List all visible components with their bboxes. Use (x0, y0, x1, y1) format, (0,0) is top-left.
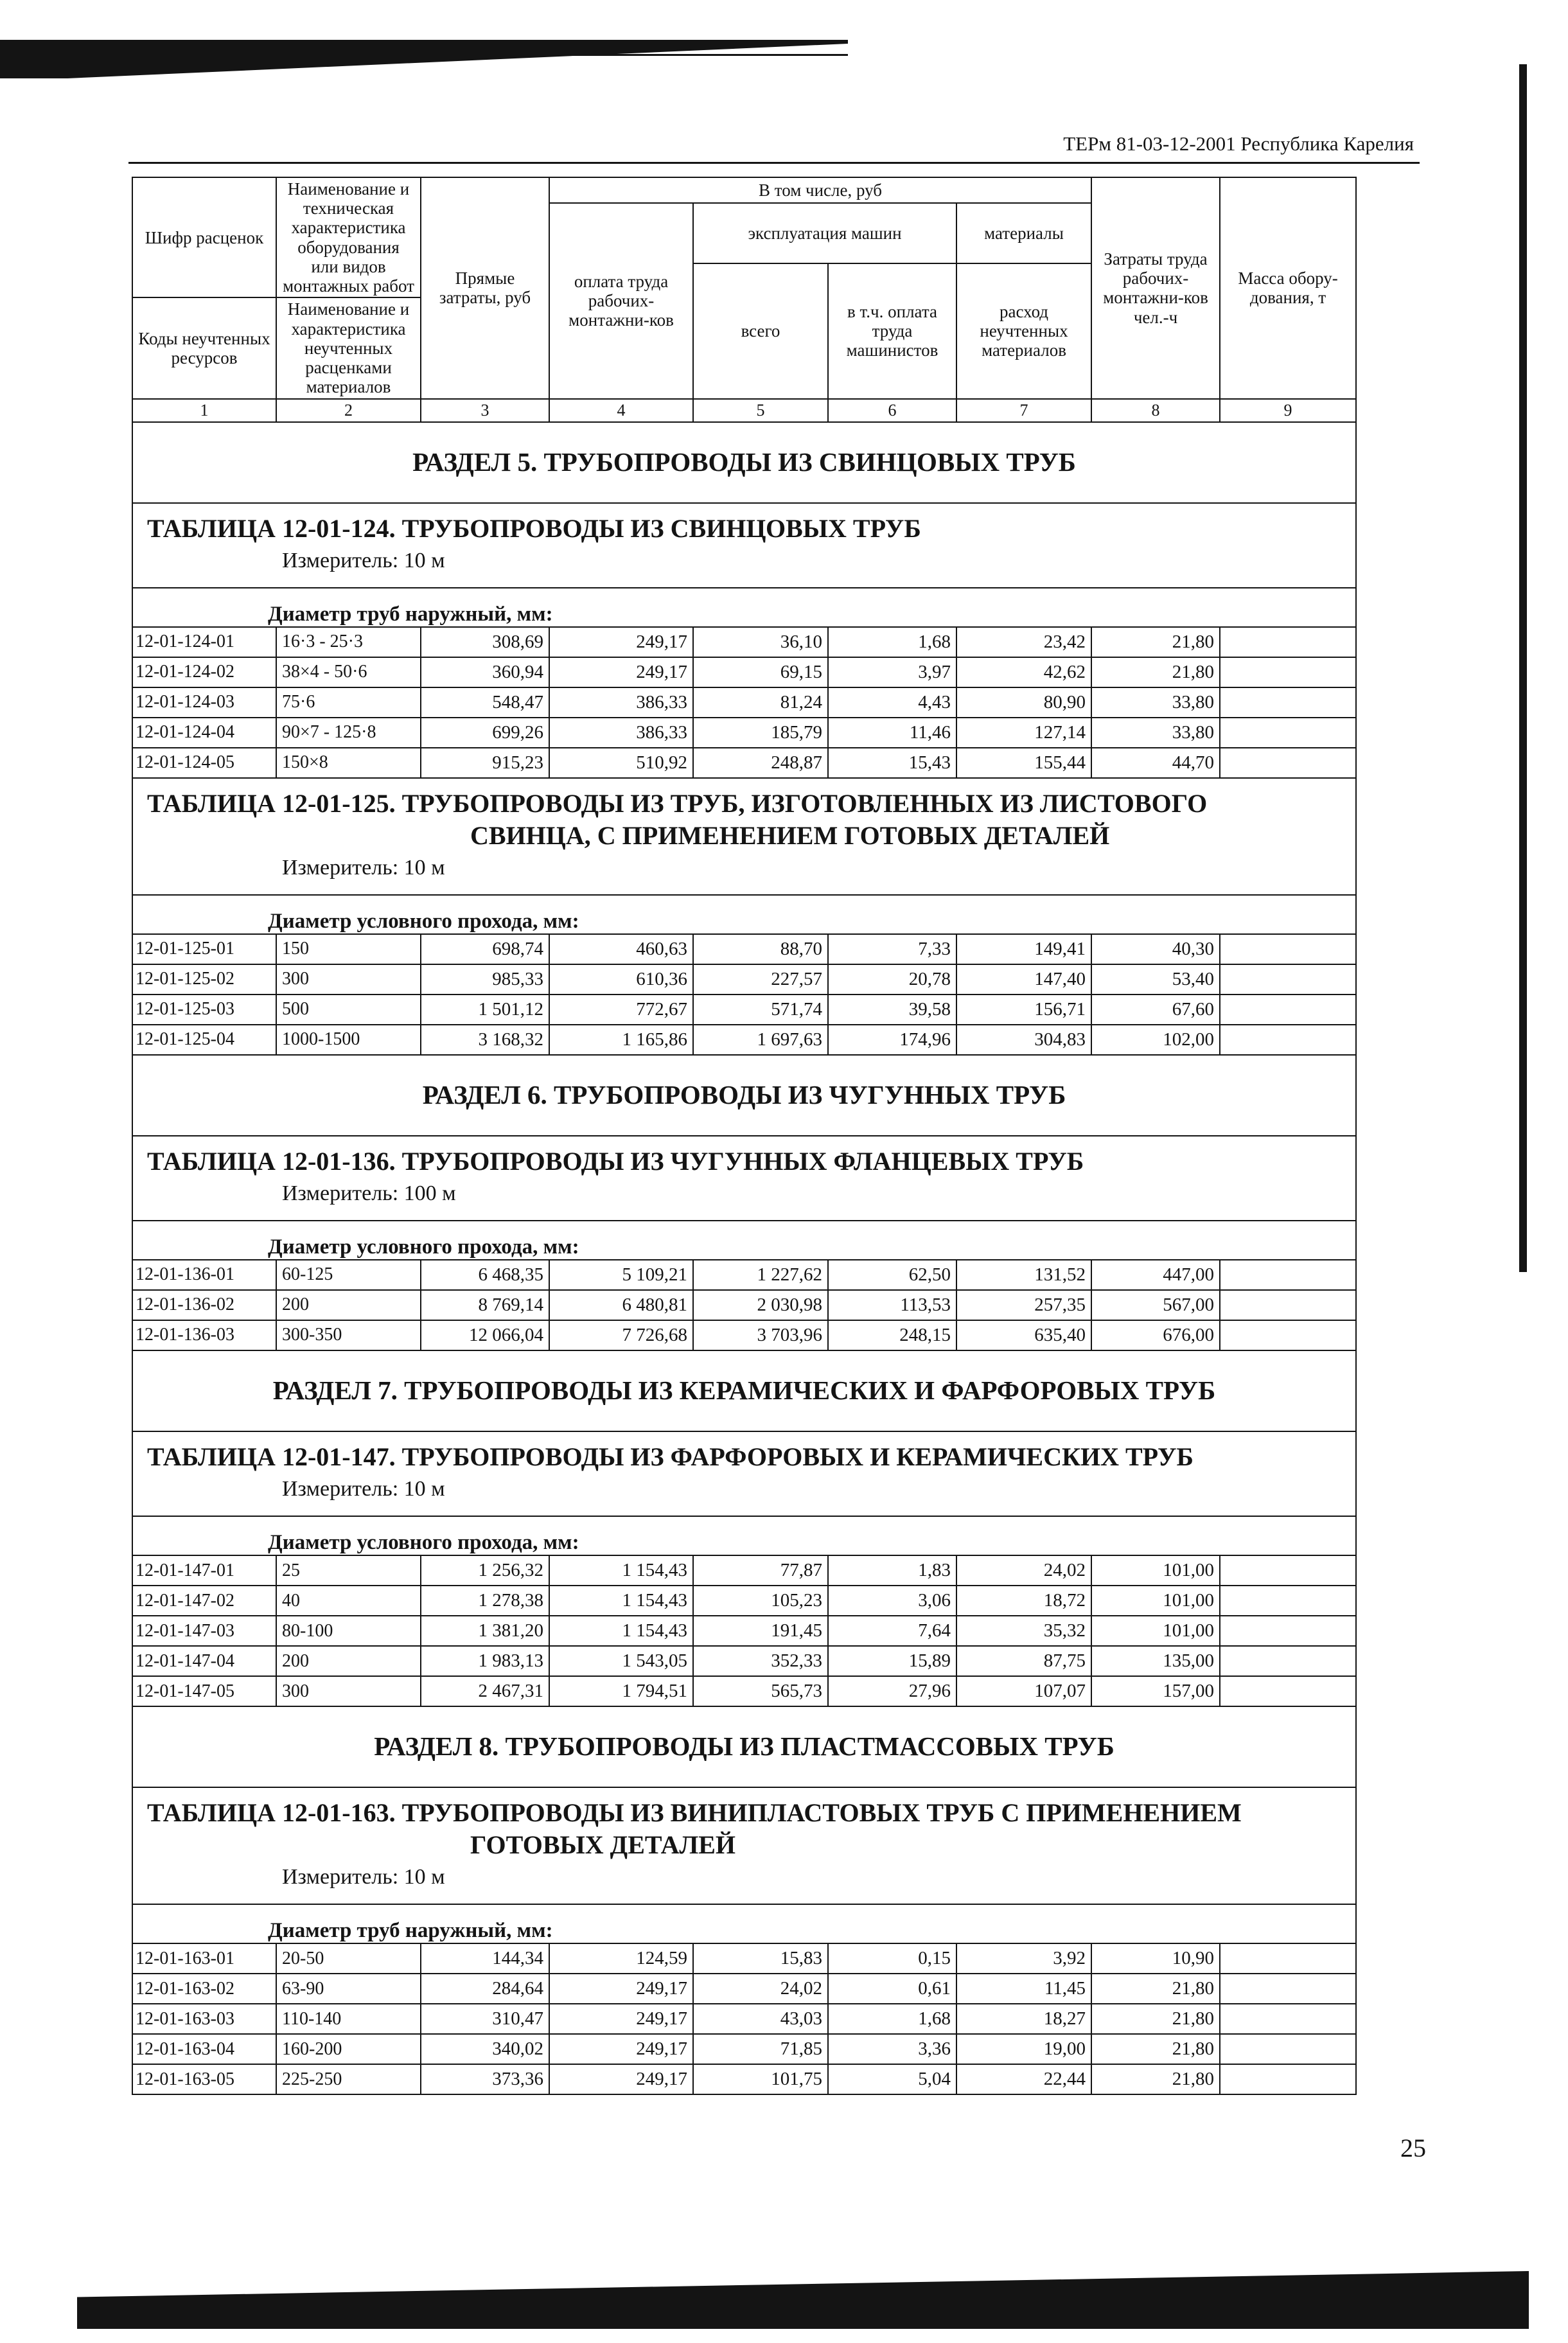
materials-use: 3,92 (956, 1943, 1091, 1974)
labor-hours: 44,70 (1091, 748, 1220, 778)
direct-costs: 12 066,04 (421, 1320, 549, 1350)
description: 200 (276, 1290, 421, 1320)
table-heading (132, 1136, 1356, 1221)
description: 500 (276, 995, 421, 1025)
section-title: РАЗДЕЛ 6. ТРУБОПРОВОДЫ ИЗ ЧУГУННЫХ ТРУБ (132, 1055, 1356, 1136)
description: 1000-1500 (276, 1025, 421, 1055)
table-row (132, 1290, 1356, 1320)
col-direct-costs: Прямые затраты, руб (421, 177, 549, 399)
rate-code: 12-01-163-05 (132, 2064, 276, 2094)
materials-use: 127,14 (956, 718, 1091, 748)
direct-costs: 284,64 (421, 1974, 549, 2004)
materials-use: 156,71 (956, 995, 1091, 1025)
description: 40 (276, 1586, 421, 1616)
table-unit: Измеритель: 100 м (282, 1181, 456, 1205)
table-row (132, 1025, 1356, 1055)
description: 75·6 (276, 687, 421, 718)
rate-code: 12-01-147-04 (132, 1646, 276, 1676)
labor-hours: 21,80 (1091, 657, 1220, 687)
machines-total: 88,70 (693, 934, 828, 964)
table-title: ТАБЛИЦА 12-01-124. ТРУБОПРОВОДЫ ИЗ СВИНЦОВЫХ ТРУБ (147, 513, 921, 543)
machinist-pay: 248,15 (828, 1320, 956, 1350)
materials-use: 23,42 (956, 627, 1091, 657)
col-labor-hours: Затраты труда рабочих-монтажни-ков чел.-ч (1091, 177, 1220, 399)
table-row (132, 2034, 1356, 2064)
section-title: РАЗДЕЛ 5. ТРУБОПРОВОДЫ ИЗ СВИНЦОВЫХ ТРУБ (132, 422, 1356, 503)
direct-costs: 373,36 (421, 2064, 549, 2094)
header-rule (128, 162, 1420, 164)
machines-total: 36,10 (693, 627, 828, 657)
labor-pay: 7 726,68 (549, 1320, 693, 1350)
direct-costs: 1 278,38 (421, 1586, 549, 1616)
col-labor-pay: оплата труда рабочих-монтажни-ков (549, 203, 693, 399)
labor-pay: 386,33 (549, 687, 693, 718)
col-number: 3 (421, 399, 549, 422)
section-row (132, 1350, 1356, 1431)
direct-costs: 985,33 (421, 964, 549, 995)
labor-hours: 33,80 (1091, 718, 1220, 748)
direct-costs: 6 468,35 (421, 1260, 549, 1290)
scan-edge-top (0, 40, 848, 78)
price-table (132, 177, 1357, 2095)
table-row (132, 1676, 1356, 1706)
machines-total: 571,74 (693, 995, 828, 1025)
machines-total: 2 030,98 (693, 1290, 828, 1320)
equipment-mass (1220, 1320, 1356, 1350)
description: 63-90 (276, 1974, 421, 2004)
col-name-top: Наименование и техническая характеристика оборудования или видов монтажных работ (276, 177, 421, 297)
description: 150 (276, 934, 421, 964)
rate-code: 12-01-125-02 (132, 964, 276, 995)
description: 150×8 (276, 748, 421, 778)
table-unit: Измеритель: 10 м (282, 548, 445, 572)
description: 38×4 - 50·6 (276, 657, 421, 687)
equipment-mass (1220, 995, 1356, 1025)
diameter-label: Диаметр условного прохода, мм: (268, 1235, 579, 1259)
machines-total: 105,23 (693, 1586, 828, 1616)
equipment-mass (1220, 687, 1356, 718)
col-machinist-pay: в т.ч. оплата труда машинистов (828, 263, 956, 399)
col-number: 2 (276, 399, 421, 422)
rate-code: 12-01-147-03 (132, 1616, 276, 1646)
section-title: РАЗДЕЛ 7. ТРУБОПРОВОДЫ ИЗ КЕРАМИЧЕСКИХ И ФАРФОРОВЫХ ТРУБ (132, 1350, 1356, 1431)
materials-use: 80,90 (956, 687, 1091, 718)
machinist-pay: 0,61 (828, 1974, 956, 2004)
machinist-pay: 174,96 (828, 1025, 956, 1055)
machinist-pay: 7,64 (828, 1616, 956, 1646)
machines-total: 71,85 (693, 2034, 828, 2064)
labor-pay: 1 154,43 (549, 1616, 693, 1646)
direct-costs: 548,47 (421, 687, 549, 718)
description: 200 (276, 1646, 421, 1676)
description: 90×7 - 125·8 (276, 718, 421, 748)
table-row (132, 1320, 1356, 1350)
machinist-pay: 27,96 (828, 1676, 956, 1706)
table-row (132, 964, 1356, 995)
labor-hours: 21,80 (1091, 2064, 1220, 2094)
diameter-row (132, 1221, 1356, 1260)
table-heading (132, 1787, 1356, 1904)
document-header: ТЕРм 81-03-12-2001 Республика Карелия (1063, 132, 1414, 155)
col-code-top: Шифр расценок (132, 177, 276, 297)
col-number: 8 (1091, 399, 1220, 422)
materials-use: 35,32 (956, 1616, 1091, 1646)
labor-hours: 567,00 (1091, 1290, 1220, 1320)
table-unit: Измеритель: 10 м (282, 855, 445, 880)
direct-costs: 340,02 (421, 2034, 549, 2064)
rate-code: 12-01-147-02 (132, 1586, 276, 1616)
labor-hours: 101,00 (1091, 1616, 1220, 1646)
materials-use: 155,44 (956, 748, 1091, 778)
materials-use: 18,27 (956, 2004, 1091, 2034)
equipment-mass (1220, 934, 1356, 964)
description: 16·3 - 25·3 (276, 627, 421, 657)
machines-total: 43,03 (693, 2004, 828, 2034)
materials-use: 42,62 (956, 657, 1091, 687)
diameter-row (132, 1516, 1356, 1555)
direct-costs: 1 381,20 (421, 1616, 549, 1646)
rate-code: 12-01-124-01 (132, 627, 276, 657)
labor-hours: 10,90 (1091, 1943, 1220, 1974)
diameter-row (132, 588, 1356, 627)
table-heading-row (132, 1787, 1356, 1904)
table-heading-row (132, 1136, 1356, 1221)
description: 80-100 (276, 1616, 421, 1646)
scan-edge-bottom (77, 2271, 1529, 2329)
labor-hours: 101,00 (1091, 1586, 1220, 1616)
labor-hours: 21,80 (1091, 2004, 1220, 2034)
rate-code: 12-01-124-04 (132, 718, 276, 748)
labor-hours: 676,00 (1091, 1320, 1220, 1350)
machines-total: 81,24 (693, 687, 828, 718)
col-number: 7 (956, 399, 1091, 422)
machinist-pay: 113,53 (828, 1290, 956, 1320)
machinist-pay: 11,46 (828, 718, 956, 748)
table-heading-row (132, 1431, 1356, 1516)
rate-code: 12-01-124-03 (132, 687, 276, 718)
labor-pay: 1 165,86 (549, 1025, 693, 1055)
equipment-mass (1220, 657, 1356, 687)
diameter-cell (132, 895, 1356, 934)
equipment-mass (1220, 2034, 1356, 2064)
machines-total: 24,02 (693, 1974, 828, 2004)
machines-total: 352,33 (693, 1646, 828, 1676)
labor-pay: 772,67 (549, 995, 693, 1025)
labor-hours: 53,40 (1091, 964, 1220, 995)
table-title-continued: ГОТОВЫХ ДЕТАЛЕЙ (470, 1830, 736, 1859)
materials-use: 24,02 (956, 1555, 1091, 1586)
labor-pay: 386,33 (549, 718, 693, 748)
description: 60-125 (276, 1260, 421, 1290)
labor-hours: 135,00 (1091, 1646, 1220, 1676)
machinist-pay: 1,68 (828, 627, 956, 657)
labor-hours: 101,00 (1091, 1555, 1220, 1586)
direct-costs: 699,26 (421, 718, 549, 748)
labor-pay: 249,17 (549, 657, 693, 687)
labor-pay: 1 154,43 (549, 1555, 693, 1586)
direct-costs: 915,23 (421, 748, 549, 778)
col-number: 6 (828, 399, 956, 422)
machinist-pay: 62,50 (828, 1260, 956, 1290)
page-number: 25 (1400, 2134, 1426, 2162)
col-equipment-mass: Масса обору-дования, т (1220, 177, 1356, 399)
diameter-cell (132, 1516, 1356, 1555)
materials-use: 22,44 (956, 2064, 1091, 2094)
machinist-pay: 15,89 (828, 1646, 956, 1676)
machines-total: 101,75 (693, 2064, 828, 2094)
equipment-mass (1220, 1646, 1356, 1676)
labor-pay: 1 794,51 (549, 1676, 693, 1706)
description: 160-200 (276, 2034, 421, 2064)
rate-code: 12-01-124-05 (132, 748, 276, 778)
equipment-mass (1220, 1260, 1356, 1290)
table-title: ТАБЛИЦА 12-01-136. ТРУБОПРОВОДЫ ИЗ ЧУГУННЫХ ФЛАНЦЕВЫХ ТРУБ (147, 1146, 1084, 1176)
labor-pay: 249,17 (549, 2064, 693, 2094)
description: 225-250 (276, 2064, 421, 2094)
equipment-mass (1220, 748, 1356, 778)
direct-costs: 1 983,13 (421, 1646, 549, 1676)
labor-pay: 5 109,21 (549, 1260, 693, 1290)
rate-code: 12-01-147-01 (132, 1555, 276, 1586)
machines-total: 15,83 (693, 1943, 828, 1974)
rate-code: 12-01-163-01 (132, 1943, 276, 1974)
table-title-continued: СВИНЦА, С ПРИМЕНЕНИЕМ ГОТОВЫХ ДЕТАЛЕЙ (470, 820, 1110, 850)
labor-pay: 124,59 (549, 1943, 693, 1974)
machines-total: 1 697,63 (693, 1025, 828, 1055)
labor-hours: 102,00 (1091, 1025, 1220, 1055)
rate-code: 12-01-125-04 (132, 1025, 276, 1055)
col-code-bottom: Коды неучтенных ресурсов (132, 297, 276, 398)
direct-costs: 1 501,12 (421, 995, 549, 1025)
equipment-mass (1220, 1974, 1356, 2004)
table-heading (132, 503, 1356, 588)
machinist-pay: 1,83 (828, 1555, 956, 1586)
equipment-mass (1220, 1555, 1356, 1586)
materials-use: 304,83 (956, 1025, 1091, 1055)
table-heading-row (132, 778, 1356, 895)
machines-total: 565,73 (693, 1676, 828, 1706)
col-number: 4 (549, 399, 693, 422)
labor-pay: 1 543,05 (549, 1646, 693, 1676)
materials-use: 257,35 (956, 1290, 1091, 1320)
table-unit: Измеритель: 10 м (282, 1476, 445, 1501)
diameter-label: Диаметр труб наружный, мм: (268, 602, 553, 626)
table-title: ТАБЛИЦА 12-01-125. ТРУБОПРОВОДЫ ИЗ ТРУБ, ИЗГОТОВЛЕННЫХ ИЗ ЛИСТОВОГО (147, 788, 1208, 818)
equipment-mass (1220, 1586, 1356, 1616)
labor-pay: 249,17 (549, 627, 693, 657)
machinist-pay: 3,06 (828, 1586, 956, 1616)
section-row (132, 1055, 1356, 1136)
machinist-pay: 5,04 (828, 2064, 956, 2094)
labor-pay: 6 480,81 (549, 1290, 693, 1320)
rate-code: 12-01-124-02 (132, 657, 276, 687)
direct-costs: 144,34 (421, 1943, 549, 1974)
table-row (132, 1616, 1356, 1646)
materials-use: 11,45 (956, 1974, 1091, 2004)
rate-code: 12-01-136-03 (132, 1320, 276, 1350)
diameter-cell (132, 1904, 1356, 1943)
labor-hours: 33,80 (1091, 687, 1220, 718)
rate-code: 12-01-136-01 (132, 1260, 276, 1290)
col-number: 1 (132, 399, 276, 422)
labor-hours: 40,30 (1091, 934, 1220, 964)
rate-code: 12-01-125-03 (132, 995, 276, 1025)
diameter-row (132, 1904, 1356, 1943)
labor-pay: 1 154,43 (549, 1586, 693, 1616)
table-row (132, 2004, 1356, 2034)
description: 110-140 (276, 2004, 421, 2034)
machines-total: 191,45 (693, 1616, 828, 1646)
equipment-mass (1220, 1290, 1356, 1320)
table-row (132, 627, 1356, 657)
table-row (132, 995, 1356, 1025)
machinist-pay: 0,15 (828, 1943, 956, 1974)
labor-pay: 510,92 (549, 748, 693, 778)
machines-total: 248,87 (693, 748, 828, 778)
rate-code: 12-01-147-05 (132, 1676, 276, 1706)
table-title: ТАБЛИЦА 12-01-163. ТРУБОПРОВОДЫ ИЗ ВИНИПЛАСТОВЫХ ТРУБ С ПРИМЕНЕНИЕМ (147, 1798, 1242, 1827)
table-heading (132, 778, 1356, 895)
equipment-mass (1220, 1616, 1356, 1646)
direct-costs: 360,94 (421, 657, 549, 687)
section-title: РАЗДЕЛ 8. ТРУБОПРОВОДЫ ИЗ ПЛАСТМАССОВЫХ ТРУБ (132, 1706, 1356, 1787)
table-row (132, 934, 1356, 964)
table-row (132, 1260, 1356, 1290)
machines-total: 185,79 (693, 718, 828, 748)
rate-code: 12-01-125-01 (132, 934, 276, 964)
machines-total: 77,87 (693, 1555, 828, 1586)
labor-hours: 447,00 (1091, 1260, 1220, 1290)
equipment-mass (1220, 2064, 1356, 2094)
description: 20-50 (276, 1943, 421, 1974)
direct-costs: 2 467,31 (421, 1676, 549, 1706)
col-number: 9 (1220, 399, 1356, 422)
labor-hours: 67,60 (1091, 995, 1220, 1025)
machinist-pay: 4,43 (828, 687, 956, 718)
table-row (132, 748, 1356, 778)
description: 300-350 (276, 1320, 421, 1350)
table-row (132, 1586, 1356, 1616)
materials-use: 131,52 (956, 1260, 1091, 1290)
machines-total: 69,15 (693, 657, 828, 687)
table-row (132, 1974, 1356, 2004)
direct-costs: 8 769,14 (421, 1290, 549, 1320)
diameter-label: Диаметр труб наружный, мм: (268, 1918, 553, 1942)
rate-code: 12-01-163-04 (132, 2034, 276, 2064)
table-row (132, 1943, 1356, 1974)
equipment-mass (1220, 627, 1356, 657)
equipment-mass (1220, 964, 1356, 995)
machinist-pay: 15,43 (828, 748, 956, 778)
materials-use: 18,72 (956, 1586, 1091, 1616)
table-title: ТАБЛИЦА 12-01-147. ТРУБОПРОВОДЫ ИЗ ФАРФОРОВЫХ И КЕРАМИЧЕСКИХ ТРУБ (147, 1442, 1194, 1471)
col-number: 5 (693, 399, 828, 422)
table-unit: Измеритель: 10 м (282, 1864, 445, 1889)
materials-use: 87,75 (956, 1646, 1091, 1676)
direct-costs: 1 256,32 (421, 1555, 549, 1586)
labor-pay: 610,36 (549, 964, 693, 995)
rate-code: 12-01-136-02 (132, 1290, 276, 1320)
diameter-cell (132, 588, 1356, 627)
labor-hours: 21,80 (1091, 627, 1220, 657)
table-row (132, 687, 1356, 718)
labor-pay: 249,17 (549, 1974, 693, 2004)
direct-costs: 3 168,32 (421, 1025, 549, 1055)
table-row (132, 1646, 1356, 1676)
col-group-machines: эксплуатация машин (693, 203, 956, 263)
scan-edge-top-line (39, 54, 848, 56)
materials-use: 19,00 (956, 2034, 1091, 2064)
equipment-mass (1220, 1676, 1356, 1706)
labor-hours: 21,80 (1091, 2034, 1220, 2064)
table-row (132, 1555, 1356, 1586)
labor-hours: 21,80 (1091, 1974, 1220, 2004)
machines-total: 1 227,62 (693, 1260, 828, 1290)
materials-use: 147,40 (956, 964, 1091, 995)
machinist-pay: 3,36 (828, 2034, 956, 2064)
materials-use: 107,07 (956, 1676, 1091, 1706)
rate-code: 12-01-163-03 (132, 2004, 276, 2034)
col-group-including: В том числе, руб (549, 177, 1091, 203)
diameter-label: Диаметр условного прохода, мм: (268, 909, 579, 933)
machinist-pay: 3,97 (828, 657, 956, 687)
equipment-mass (1220, 1025, 1356, 1055)
description: 25 (276, 1555, 421, 1586)
section-row (132, 1706, 1356, 1787)
equipment-mass (1220, 2004, 1356, 2034)
labor-pay: 460,63 (549, 934, 693, 964)
rate-code: 12-01-163-02 (132, 1974, 276, 2004)
section-row (132, 422, 1356, 503)
direct-costs: 310,47 (421, 2004, 549, 2034)
machines-total: 3 703,96 (693, 1320, 828, 1350)
labor-pay: 249,17 (549, 2004, 693, 2034)
col-materials-use: расход неучтенных материалов (956, 263, 1091, 399)
diameter-row (132, 895, 1356, 934)
scan-edge-right (1519, 64, 1527, 1272)
table-row (132, 718, 1356, 748)
machinist-pay: 7,33 (828, 934, 956, 964)
equipment-mass (1220, 1943, 1356, 1974)
labor-hours: 157,00 (1091, 1676, 1220, 1706)
col-machines-total: всего (693, 263, 828, 399)
col-group-materials: материалы (956, 203, 1091, 263)
machinist-pay: 1,68 (828, 2004, 956, 2034)
description: 300 (276, 964, 421, 995)
machinist-pay: 20,78 (828, 964, 956, 995)
direct-costs: 698,74 (421, 934, 549, 964)
materials-use: 635,40 (956, 1320, 1091, 1350)
table-row (132, 657, 1356, 687)
materials-use: 149,41 (956, 934, 1091, 964)
table-heading-row (132, 503, 1356, 588)
table-row (132, 2064, 1356, 2094)
diameter-cell (132, 1221, 1356, 1260)
machinist-pay: 39,58 (828, 995, 956, 1025)
description: 300 (276, 1676, 421, 1706)
equipment-mass (1220, 718, 1356, 748)
col-name-bottom: Наименование и характеристика неучтенных расценками материалов (276, 297, 421, 398)
table-heading (132, 1431, 1356, 1516)
direct-costs: 308,69 (421, 627, 549, 657)
machines-total: 227,57 (693, 964, 828, 995)
diameter-label: Диаметр условного прохода, мм: (268, 1530, 579, 1554)
labor-pay: 249,17 (549, 2034, 693, 2064)
